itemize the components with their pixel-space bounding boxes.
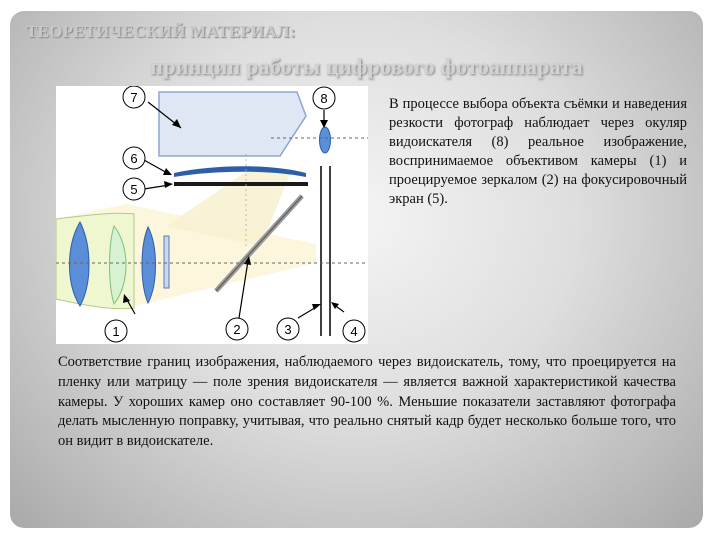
slr-viewfinder-diagram (56, 86, 368, 344)
callout-8 (313, 87, 335, 109)
body-paragraph: Соответствие границ изображения, наблюдаемого через видоискатель, тому, что проецируется на пленку или матрицу — поле зрения видоискателя — является важной характеристикой качества камеры. У хороших камер оно составляет 90-100 %. Меньшие показатели заставляют фотографа делать мысленную поправку, учитывая, что реально снятый кадр будет несколько больше того, что он видит в видоискателе. (58, 354, 676, 450)
callout-1 (105, 320, 127, 342)
callout-2 (226, 318, 248, 340)
pointer-5-head (164, 181, 173, 188)
focusing-screen (174, 182, 308, 186)
callout-6-label: 6 (130, 151, 138, 166)
lens-mount (164, 236, 169, 288)
callout-2-label: 2 (233, 322, 241, 337)
callout-3-label: 3 (284, 322, 292, 337)
diagram-description: В процессе выбора объекта съёмки и наведения резкости фотограф наблюдает через окуляр видоискателя (8) реальное изображение, воспринимаемое объективом камеры (1) и проецируемое зеркалом (2) на фокусировочный экран (5). (389, 96, 687, 207)
pentaprism (159, 92, 306, 156)
callout-5 (123, 178, 145, 200)
callout-8-label: 8 (320, 91, 328, 106)
callout-4-label: 4 (350, 324, 358, 339)
page-title: принцип работы цифрового фотоаппарата (150, 54, 583, 79)
callout-6 (123, 147, 145, 169)
section-title: ТЕОРЕТИЧЕСКИЙ МАТЕРИАЛ: (26, 22, 296, 41)
callout-7-label: 7 (130, 90, 138, 105)
callout-5-label: 5 (130, 182, 138, 197)
eyepiece-lens (320, 127, 331, 153)
callout-7 (123, 86, 145, 108)
callout-3 (277, 318, 299, 340)
callout-1-label: 1 (112, 324, 120, 339)
pointer-8-head (320, 120, 328, 128)
callout-4 (343, 320, 365, 342)
camera-diagram (56, 86, 368, 344)
